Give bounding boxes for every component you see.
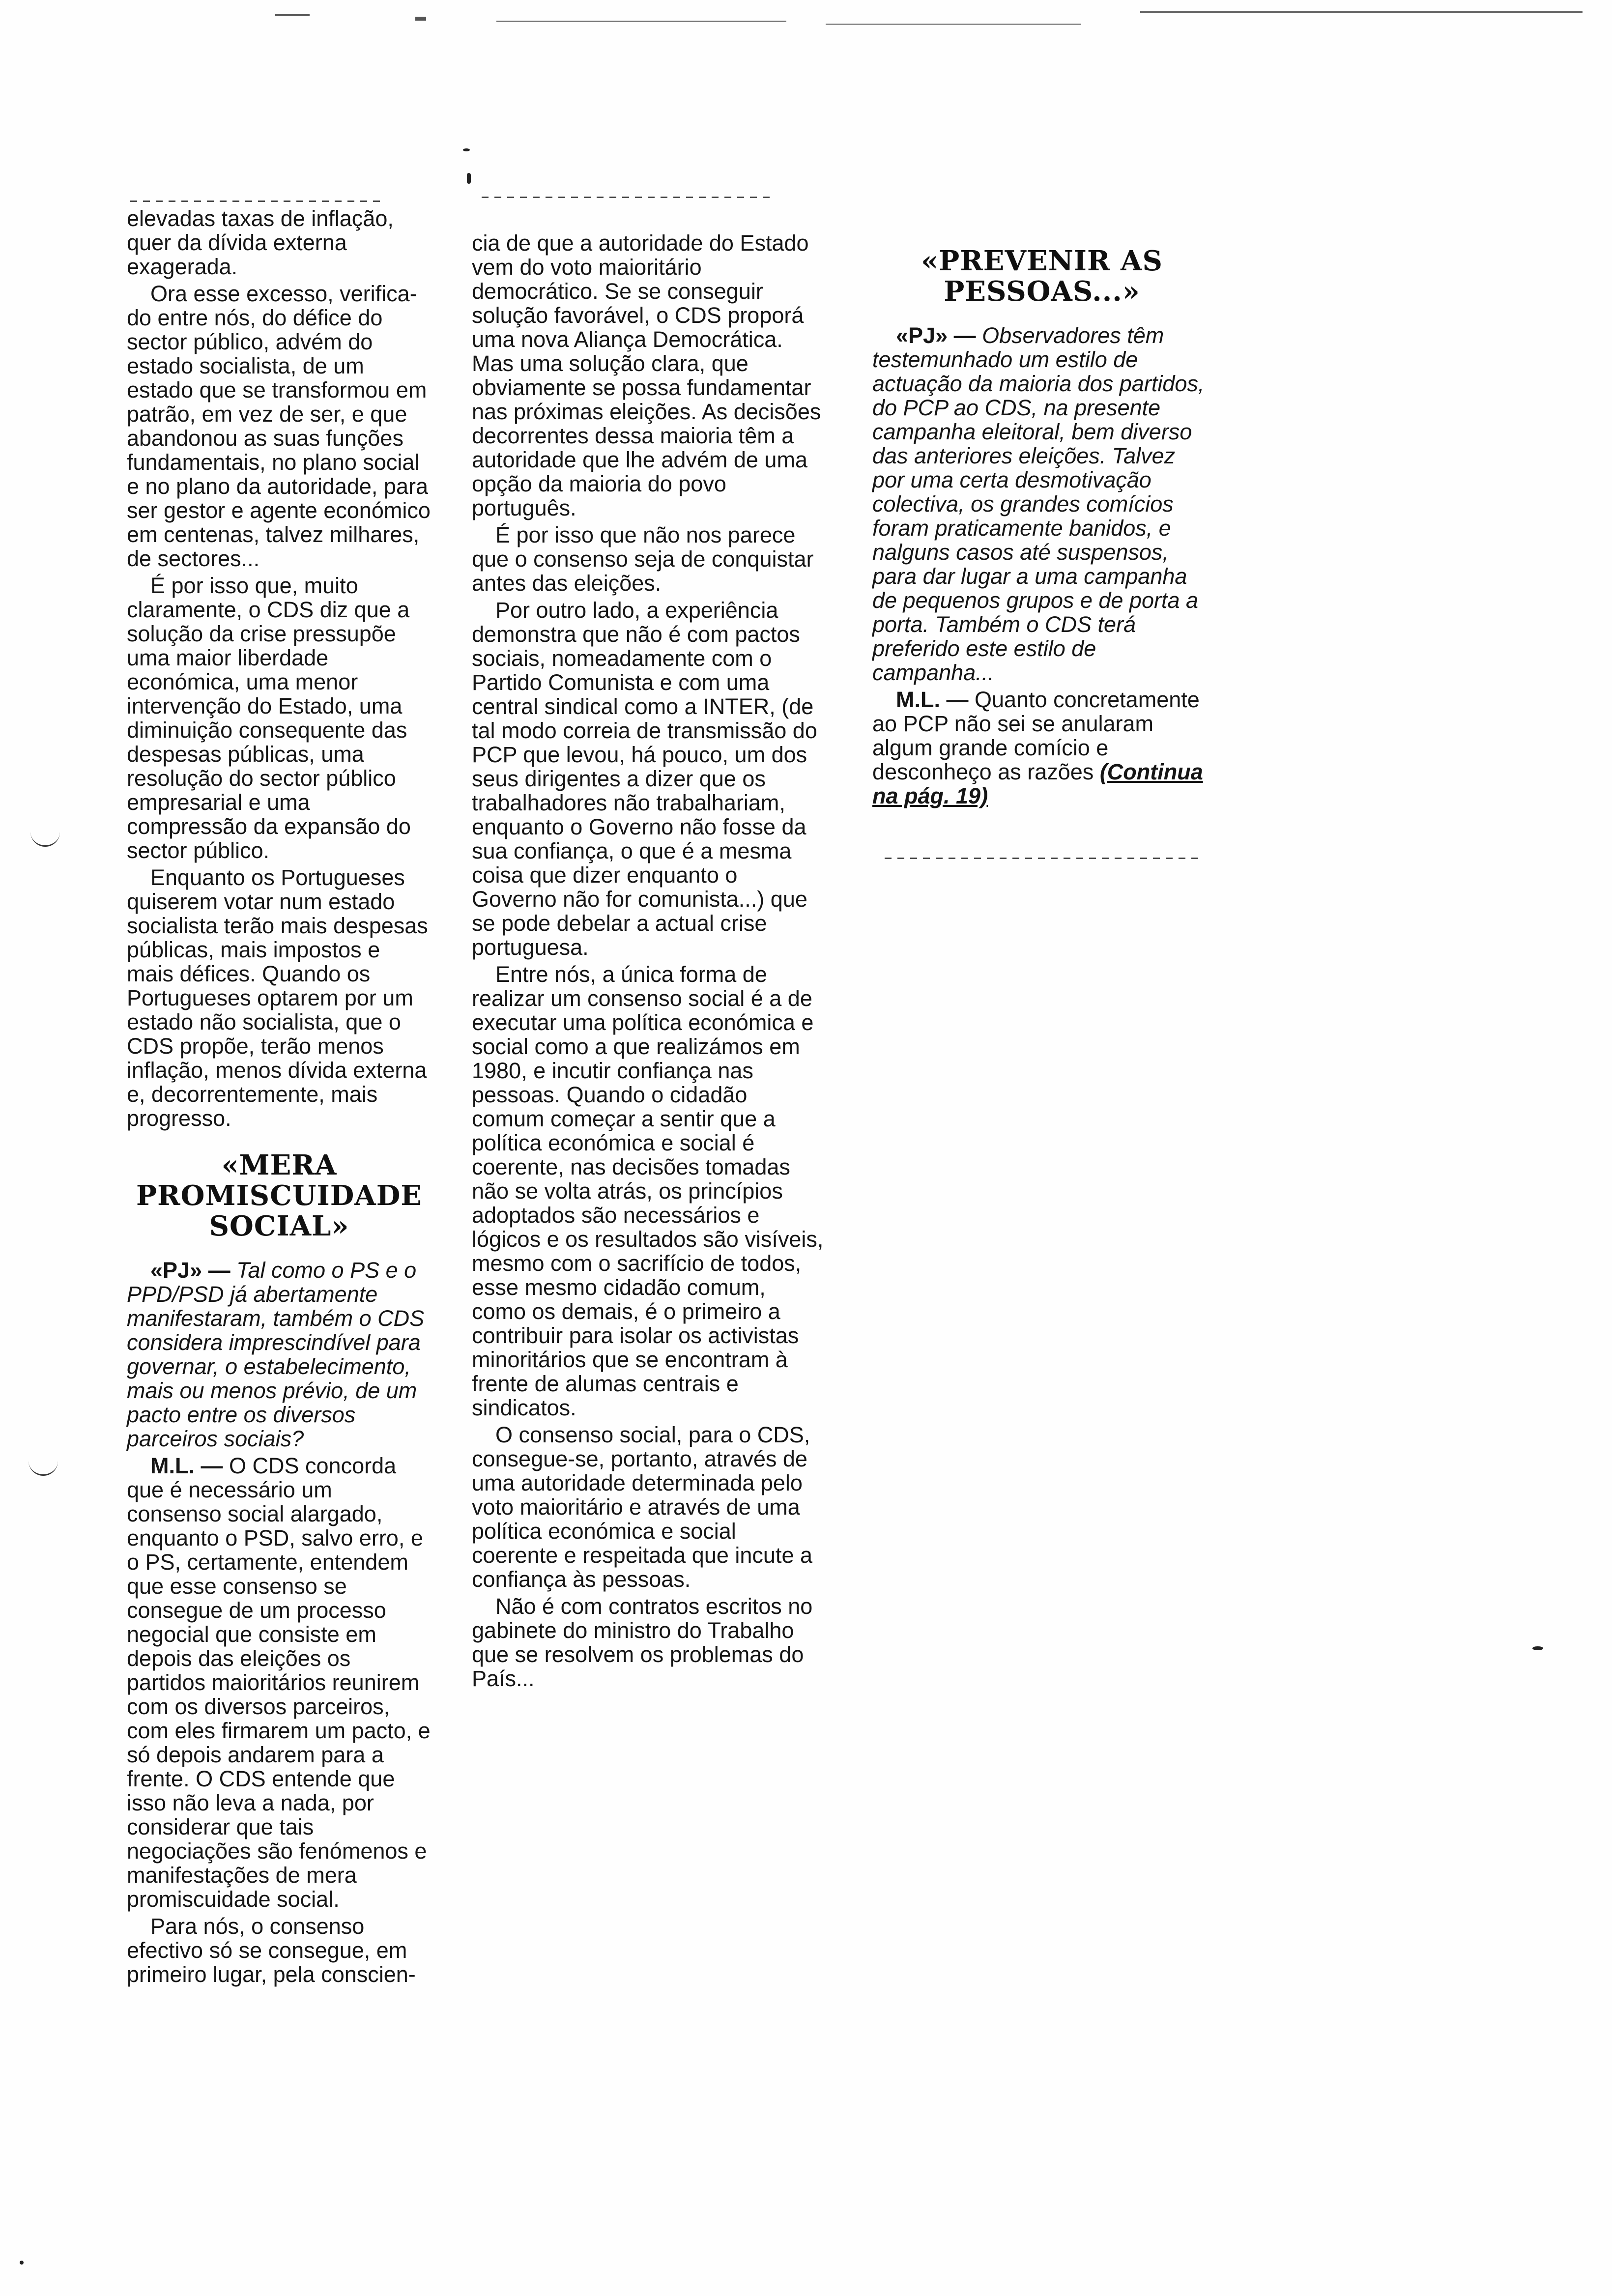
paragraph: Por outro lado, a experiência demonstra que não é com pactos sociais, nomeadamente com o Partido Comunista e com uma central sindical como a INTER, (de tal modo correia de transmissão do PCP que levou, há pouco, um dos seus dirigentes a dizer que os trabalhadores não trabalhariam, enquanto o Governo não fosse da sua confiança, o que é a mesma coisa que dizer enquanto o Governo não for comunista...) que se pode debelar a actual crise portuguesa. [472, 598, 817, 960]
scan-speck [463, 148, 470, 151]
answer-text: O CDS concorda que é necessário um consenso social alargado, enquanto o PSD, salvo erro, e o PS, certamente, entendem que esse consenso se consegue de um processo negocial que consiste em depois das eleições os partidos maioritários reunirem com os diversos parceiros, com eles firmarem um pacto, e só depois andarem para a frente. O CDS entende que isso não leva a nada, por considerar que tais negociações são fenómenos e manifestações de mera promiscuidade social. [127, 1453, 431, 1912]
column-top-rule [130, 201, 386, 202]
answer-lead: M.L. — [150, 1453, 223, 1478]
article-column-1 [127, 206, 432, 1989]
article-column-3 [872, 246, 1211, 811]
interview-answer [872, 688, 1211, 808]
scan-speck [20, 2261, 24, 2265]
scan-edge-line [415, 17, 426, 21]
section-heading: «MERA PROMISCUIDADE SOCIAL» [136, 1149, 422, 1242]
column-top-rule [482, 197, 772, 198]
interview-answer [127, 1454, 432, 1911]
answer-text: Quanto concretamente ao PCP não sei se anularam algum grande comício e desconheço as razões [872, 687, 1200, 784]
paragraph: elevadas taxas de inflação, quer da dívida externa exagerada. [127, 206, 394, 279]
scan-speck [467, 173, 471, 184]
continued-link[interactable]: (Continua na pág. 19) [872, 759, 1203, 808]
question-text: Tal como o PS e o PPD/PSD já abertamente manifestaram, também o CDS considera imprescindível para governar, o estabelecimento, mais ou menos prévio, de um pacto entre os diversos parceiros sociais? [127, 1258, 425, 1451]
scan-edge-line [826, 24, 1081, 25]
scan-speck [1532, 1646, 1543, 1650]
paragraph: Entre nós, a única forma de realizar um consenso social é a de executar uma política económica e social como a que realizámos em 1980, e incutir confiança nas pessoas. Quando o cidadão comum começar a sentir que a política económica e social é coerente, nas decisões tomadas não se volta atrás, os princípios adoptados são necessários e lógicos e os resultados são visíveis, mesmo com o sacrifício de todos, esse mesmo cidadão comum, como os demais, é o primeiro a contribuir para isolar os activistas minoritários que se encontram à frente de alumas centrais e sindicatos. [472, 962, 824, 1420]
paragraph: Para nós, o consenso efectivo só se consegue, em primeiro lugar, pela conscien- [127, 1914, 416, 1987]
paragraph: O consenso social, para o CDS, consegue-se, portanto, através de uma autoridade determinada pelo voto maioritário e através de uma política económica e social coerente e respeitada que incute a confiança às pessoas. [472, 1422, 812, 1592]
column-bottom-rule [885, 858, 1199, 859]
scan-edge-line [1140, 11, 1583, 13]
paragraph: É por isso que, muito claramente, o CDS diz que a solução da crise pressupõe uma maior liberdade económica, uma menor intervenção do Estado, uma diminuição consequente das despesas públicas, uma resolução do sector público empresarial e uma compressão da expansão do sector público. [127, 573, 411, 863]
paragraph: cia de que a autoridade do Estado vem do voto maioritário democrático. Se se conseguir solução favorável, o CDS proporá uma nova Aliança Democrática. Mas uma solução clara, que obviamente se possa fundamentar nas próximas eleições. As decisões decorrentes dessa maioria têm a autoridade que lhe advém de uma opção da maioria do povo português. [472, 230, 821, 520]
paragraph: É por isso que não nos parece que o consenso seja de conquistar antes das eleições. [472, 522, 814, 596]
article-column-2 [472, 231, 826, 1693]
paragraph: Ora esse excesso, verifica-do entre nós, do défice do sector público, advém do estado socialista, de um estado que se transformou em patrão, em vez de ser, e que abandonou as suas funções fundamentais, no plano social e no plano da autoridade, para ser gestor e agente económico em centenas, talvez milhares, de sectores... [127, 281, 431, 571]
interview-question [127, 1258, 432, 1451]
scan-edge-line [496, 21, 786, 22]
question-text: Observadores têm testemunhado um estilo de actuação da maioria dos partidos, do PCP ao CDS, na presente campanha eleitoral, bem diverso das anteriores eleições. Talvez por uma certa desmotivação colectiva, os grandes comícios foram praticamente banidos, e nalguns casos até suspensos, para dar lugar a uma campanha de pequenos grupos e de porta a porta. Também o CDS terá preferido este estilo de campanha... [872, 323, 1205, 685]
paragraph: Enquanto os Portugueses quiserem votar num estado socialista terão mais despesas públicas, mais impostos e mais défices. Quando os Portugueses optarem por um estado não socialista, que o CDS propõe, terão menos inflação, menos dívida externa e, decorrentemente, mais progresso. [127, 865, 428, 1131]
margin-mark [29, 1455, 58, 1476]
margin-mark [30, 826, 60, 847]
answer-lead: M.L. — [896, 687, 969, 712]
section-heading: «PREVENIR AS PESSOAS...» [921, 245, 1163, 308]
paragraph: Não é com contratos escritos no gabinete do ministro do Trabalho que se resolvem os problemas do País... [472, 1594, 813, 1691]
interview-question [872, 323, 1211, 685]
scan-edge-line [275, 14, 310, 16]
question-lead: «PJ» — [896, 323, 976, 348]
question-lead: «PJ» — [150, 1258, 230, 1283]
